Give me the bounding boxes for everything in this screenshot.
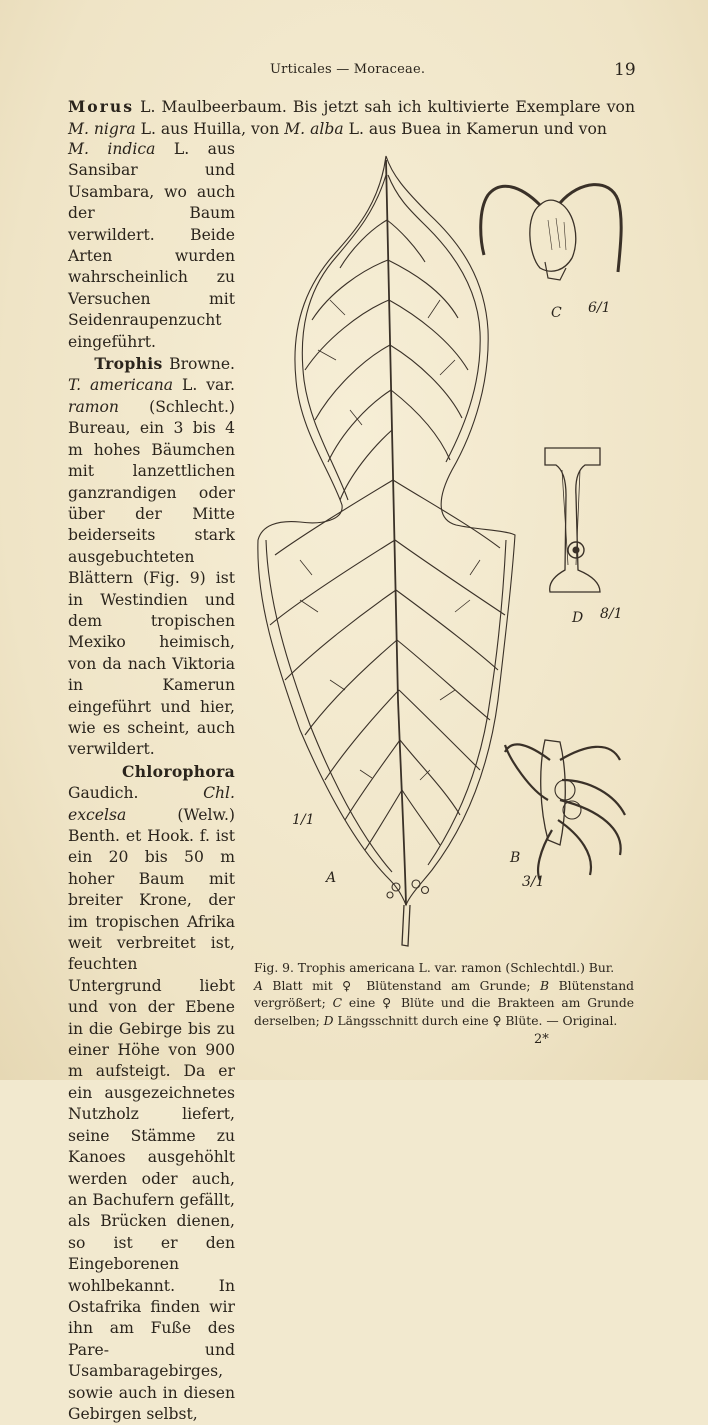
label-a: A	[326, 870, 337, 886]
intro-text-b: L. aus Huilla, von	[135, 119, 285, 138]
leaf-outline-icon	[258, 156, 515, 905]
species-americana: T. americana	[68, 376, 174, 395]
species-indica: M. indica	[68, 140, 156, 158]
page-number: 19	[614, 60, 636, 80]
caption-label-a: A	[254, 978, 263, 993]
species-nigra: M. nigra	[68, 119, 136, 138]
petiole-icon	[402, 905, 410, 946]
trophis-author: Browne.	[162, 355, 236, 374]
running-title: Urticales — Moraceae.	[270, 62, 426, 77]
scale-a: 1/1	[292, 812, 315, 828]
scale-c: 6/1	[588, 300, 611, 316]
paragraph-chlorophora-text: (Welw.) Benth. et Hook. f. ist ein 20 bis 50 m hoher Baum mit breiter Krone, der im tropischen Afrika weit verbreitet ist, feuchten Untergrund liebt und von der Ebene in die Gebirge bis zu einer Höhe von 900 m aufsteigt. Da er ein ausgezeichnetes Nutzholz liefert, seine Stämme zu Kanoes ausgehöhlt werden oder auch, an Bachufern gefällt, als Brücken dienen, so ist er den Eingeborenen wohlbekannt. In Ostafrika finden wir ihn am Fuße des Pare- und Usambaragebirges, sowie auch in diesen Gebirgen selbst,	[68, 805, 235, 1423]
variety-ramon: ramon	[68, 397, 119, 416]
paragraph-morus-text: L. aus Sansibar und Usambara, wo auch der Baum verwildert. Beide Arten wurden wahrscheinlich zu Versuchen mit Seidenraupenzucht eingeführt.	[68, 140, 235, 351]
genus-trophis: Trophis	[94, 354, 163, 374]
inflorescence-b-icon	[505, 740, 625, 880]
signature-mark: 2*	[534, 1032, 549, 1047]
caption-label-c: C	[332, 996, 342, 1010]
chlorophora-author: Gaudich.	[68, 784, 204, 803]
caption-text-c: eine ♀ Blüte und die Brakteen am Grunde derselben;	[254, 996, 634, 1028]
label-d: D	[572, 610, 584, 626]
scale-b: 3/1	[522, 874, 545, 890]
label-c: C	[551, 305, 562, 321]
flower-c-icon	[481, 185, 621, 280]
genus-morus: Morus	[68, 97, 134, 116]
genus-chlorophora: Chlorophora	[122, 761, 235, 781]
paragraph-trophis-text: (Schlecht.) Bureau, ein 3 bis 4 m hohes Bäumchen mit lanzettlichen ganzrandigen oder über der Mitte beiderseits stark ausgebuchteten Blättern (Fig. 9) ist in Westindien und dem tropischen Mexiko heimisch, von da nach Viktoria in Kamerun eingeführt und hier, wie es scheint, auch verwildert.	[68, 397, 235, 759]
intro-text-c: L. aus Buea in Kamerun und von	[343, 119, 607, 138]
caption-text-d: Längsschnitt durch eine ♀ Blüte. — Original.	[333, 1013, 618, 1028]
label-b: B	[510, 850, 521, 866]
caption-label-d: D	[323, 1013, 334, 1028]
caption-text-b: Blütenstand vergrößert;	[254, 978, 635, 1010]
figure-caption	[254, 960, 634, 1030]
intro-text-a: L. Maulbeerbaum. Bis jetzt sah ich kultivierte Exemplare von	[134, 98, 635, 116]
caption-label-b: B	[540, 978, 550, 993]
caption-fig-number: Fig. 9.	[254, 961, 294, 975]
flower-section-d-icon	[545, 448, 600, 592]
species-excelsa: Chl. excelsa	[68, 784, 235, 824]
caption-title: Trophis americana L. var. ramon (Schlechtdl.) Bur.	[293, 961, 615, 975]
scale-d: 8/1	[600, 606, 623, 622]
caption-text-a: Blatt mit ♀ Blütenstand am Grunde;	[262, 978, 541, 993]
species-alba: M. alba	[284, 119, 344, 138]
trophis-var: L. var.	[173, 376, 235, 395]
